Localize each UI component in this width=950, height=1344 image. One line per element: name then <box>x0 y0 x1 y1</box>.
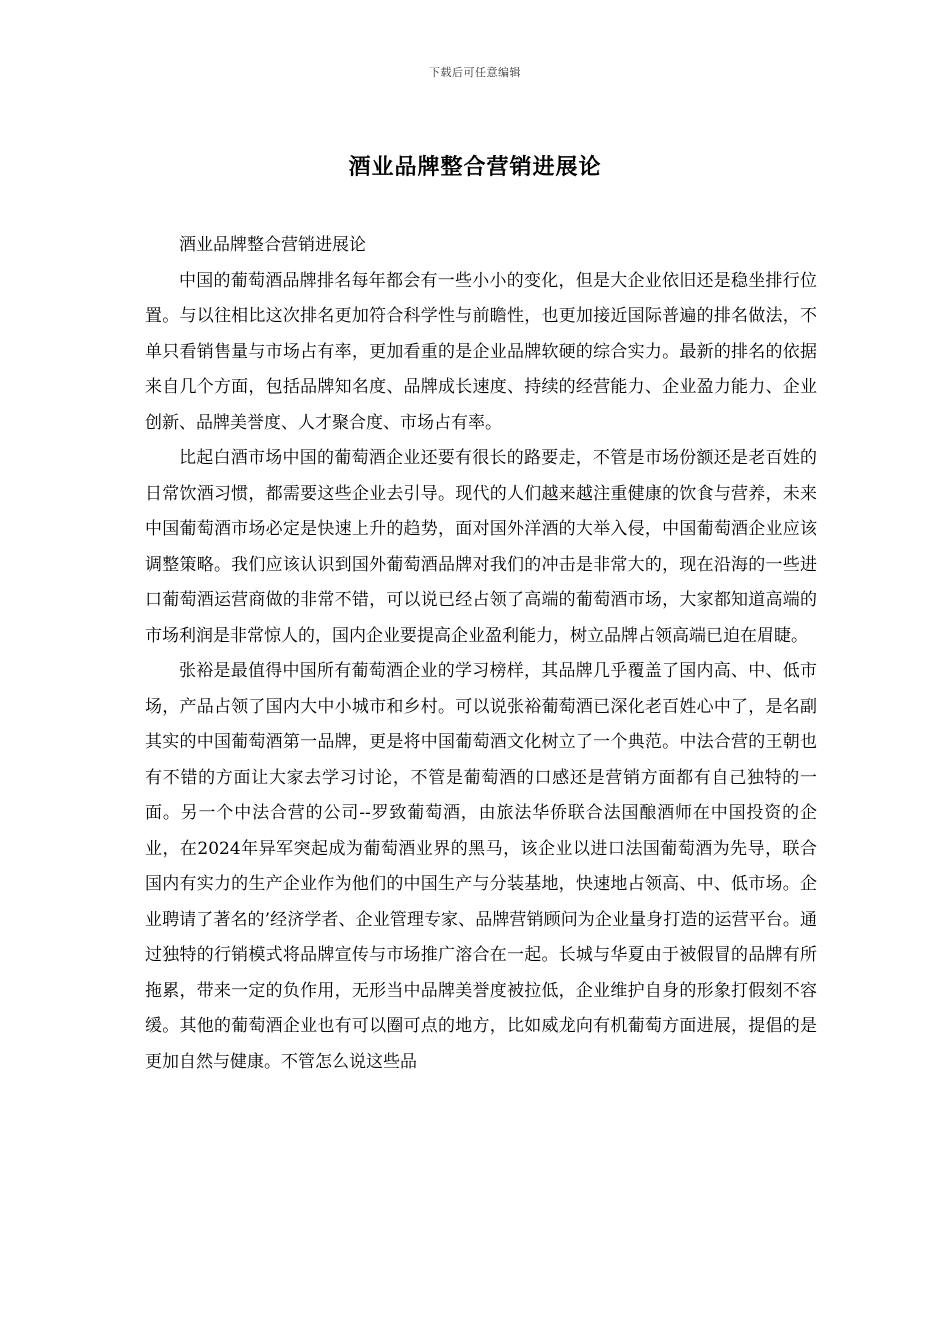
page-header-note: 下载后可任意编辑 <box>429 66 521 79</box>
paragraph-market: 比起白酒市场中国的葡萄酒企业还要有很长的路要走，不管是市场份额还是老百姓的日常饮酒习惯，都需要这些企业去引导。现代的人们越来越注重健康的饮食与营养，未来中国葡萄酒市场必定是快速上升的趋势，面对国外洋酒的大举入侵，中国葡萄酒企业应该调整策略。我们应该认识到国外葡萄酒品牌对我们的冲击是非常大的，现在沿海的一些进口葡萄酒运营商做的非常不错，可以说已经占领了高端的葡萄酒市场，大家都知道高端的市场利润是非常惊人的，国内企业要提高企业盈利能力，树立品牌占领高端已迫在眉睫。 <box>145 448 817 646</box>
document-body <box>145 228 817 1080</box>
document-title: 酒业品牌整合营销进展论 <box>348 154 602 180</box>
paragraph-brands: 张裕是最值得中国所有葡萄酒企业的学习榜样，其品牌几乎覆盖了国内高、中、低市场，产品占领了国内大中小城市和乡村。可以说张裕葡萄酒已深化老百姓心中了，是名副其实的中国葡萄酒第一品牌，更是将中国葡萄酒文化树立了一个典范。中法合营的王朝也有不错的方面让大家去学习讨论，不管是葡萄酒的口感还是营销方面都有自己独特的一面。另一个中法合营的公司--罗致葡萄酒，由旅法华侨联合法国酿酒师在中国投资的企业，在2024年异军突起成为葡萄酒业界的黑马，该企业以进口法国葡萄酒为先导，联合国内有实力的生产企业作为他们的中国生产与分装基地，快速地占领高、中、低市场。企业聘请了著名的’经济学者、企业管理专家、品牌营销顾问为企业量身打造的运营平台。通过独特的行销模式将品牌宣传与市场推广溶合在一起。长城与华夏由于被假冒的品牌有所拖累，带来一定的负作用，无形当中品牌美誉度被拉低，企业维护自身的形象打假刻不容缓。其他的葡萄酒企业也有可以圈可点的地方，比如威龙向有机葡萄方面进展，提倡的是更加自然与健康。不管怎么说这些品 <box>145 661 817 1072</box>
paragraph-ranking: 中国的葡萄酒品牌排名每年都会有一些小小的变化，但是大企业依旧还是稳坐排行位置。与以往相比这次排名更加符合科学性与前瞻性，也更加接近国际普遍的排名做法，不单只看销售量与市场占有率，更加看重的是企业品牌软硬的综合实力。最新的排名的依据来自几个方面，包括品牌知名度、品牌成长速度、持续的经营能力、企业盈力能力、企业创新、品牌美誉度、人才聚合度、市场占有率。 <box>145 270 817 433</box>
paragraph-subtitle: 酒业品牌整合营销进展论 <box>179 235 366 255</box>
